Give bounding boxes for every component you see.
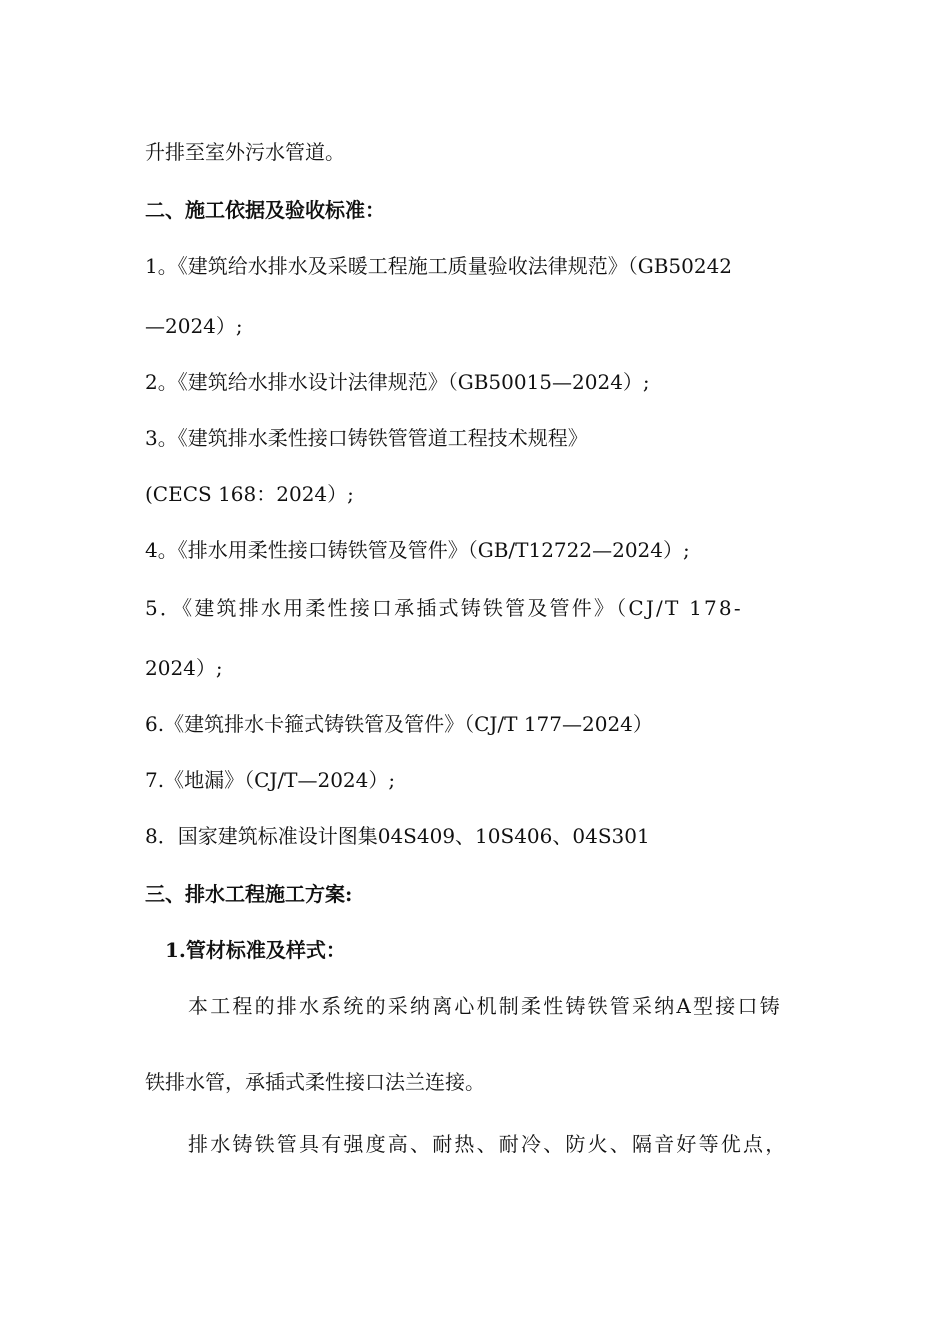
standard-item-1: 1。《建筑给水排水及采暖工程施工质量验收法律规范》（GB50242 <box>145 254 733 278</box>
standard-item-7: 7.《地漏》（CJ/T—2024）; <box>145 768 396 792</box>
paragraph-continuation: 升排至室外污水管道。 <box>145 140 345 164</box>
body-paragraph-2: 排水铸铁管具有强度高、耐热、耐冷、防火、隔音好等优点， <box>188 1132 788 1156</box>
section-heading-2: 二、施工依据及验收标准： <box>145 198 385 222</box>
standard-item-4: 4。《排水用柔性接口铸铁管及管件》（GB/T12722—2024）; <box>145 538 690 562</box>
standard-item-6: 6.《建筑排水卡箍式铸铁管及管件》（CJ/T 177—2024） <box>145 712 653 736</box>
standard-item-3: 3。《建筑排水柔性接口铸铁管管道工程技术规程》 <box>145 426 588 450</box>
subsection-heading-3-1: 1.管材标准及样式： <box>165 938 346 962</box>
standard-item-2: 2。《建筑给水排水设计法律规范》（GB50015—2024）; <box>145 370 650 394</box>
standard-item-5-cont: 2024）; <box>145 656 223 680</box>
standard-item-5: 5．《建筑排水用柔性接口承插式铸铁管及管件》（CJ/T 178- <box>145 596 743 620</box>
standard-item-8: 8．国家建筑标准设计图集04S409、10S406、04S301 <box>145 824 650 848</box>
body-paragraph-1-cont: 铁排水管，承插式柔性接口法兰连接。 <box>145 1070 485 1094</box>
standard-item-3-cont: (CECS 168：2024）; <box>145 482 354 506</box>
body-paragraph-1: 本工程的排水系统的采纳离心机制柔性铸铁管采纳A型接口铸 <box>188 994 782 1018</box>
standard-item-1-cont: —2024）; <box>145 314 243 338</box>
section-heading-3: 三、排水工程施工方案: <box>145 882 353 906</box>
